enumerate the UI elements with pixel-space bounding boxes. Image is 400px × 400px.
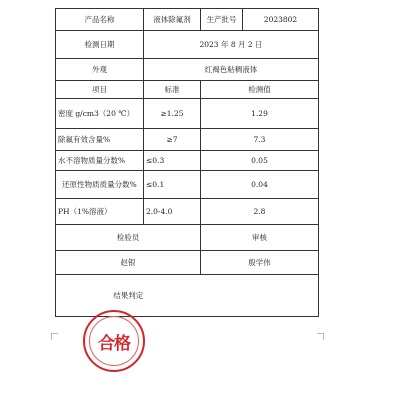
row-standard: ≥1.25: [144, 99, 201, 129]
table-row: [56, 129, 319, 151]
row-item: 还原性物质质量分数%: [56, 171, 144, 199]
appearance-value: 红褐色粘稠液体: [144, 59, 319, 81]
table-row: [56, 199, 319, 225]
row-value: 0.04: [201, 171, 319, 199]
row-standard: 2.0-4.0: [144, 199, 201, 225]
conclusion-label: 结果判定: [56, 275, 201, 317]
header-standard: 标准: [144, 81, 201, 99]
table-row: [56, 99, 319, 129]
crop-mark: [51, 333, 58, 340]
row-item: PH（1%溶液）: [56, 199, 144, 225]
report-sheet: [55, 8, 332, 348]
batch-label: 生产批号: [201, 9, 243, 31]
table-header-row: [56, 81, 319, 99]
row-value: 0.05: [201, 151, 319, 171]
date-value: 2023 年 8 月 2 日: [144, 31, 319, 59]
table-row: [56, 171, 319, 199]
product-row: [56, 9, 319, 31]
conclusion-value: [201, 275, 319, 317]
date-row: [56, 31, 319, 59]
row-item: 密度 g/cm3（20 ℃）: [56, 99, 144, 129]
reviewer-name: 殷学伟: [201, 251, 319, 275]
batch-value: 2023802: [243, 9, 319, 31]
qualified-seal: [83, 310, 145, 372]
row-value: 2.8: [201, 199, 319, 225]
row-value: 1.29: [201, 99, 319, 129]
table-row: [56, 151, 319, 171]
seal-text: 合格: [98, 333, 130, 354]
header-value: 检测值: [201, 81, 319, 99]
row-item: 水不溶物质量分数%: [56, 151, 144, 171]
conclusion-row: [56, 275, 319, 317]
date-label: 检测日期: [56, 31, 144, 59]
row-item: 除氟有效含量%: [56, 129, 144, 151]
crop-mark: [317, 333, 324, 340]
appearance-label: 外观: [56, 59, 144, 81]
signature-label-row: [56, 225, 319, 251]
product-name-value: 液体除氟剂: [144, 9, 201, 31]
reviewer-label: 审核: [201, 225, 319, 251]
row-standard: ≤0.3: [144, 151, 201, 171]
row-standard: ≤0.1: [144, 171, 201, 199]
product-name-label: 产品名称: [56, 9, 144, 31]
row-standard: ≥7: [144, 129, 201, 151]
inspector-name: 赵银: [56, 251, 201, 275]
appearance-row: [56, 59, 319, 81]
header-item: 项目: [56, 81, 144, 99]
inspector-label: 检验员: [56, 225, 201, 251]
signature-name-row: [56, 251, 319, 275]
row-value: 7.3: [201, 129, 319, 151]
inspection-report-table: [55, 8, 319, 317]
